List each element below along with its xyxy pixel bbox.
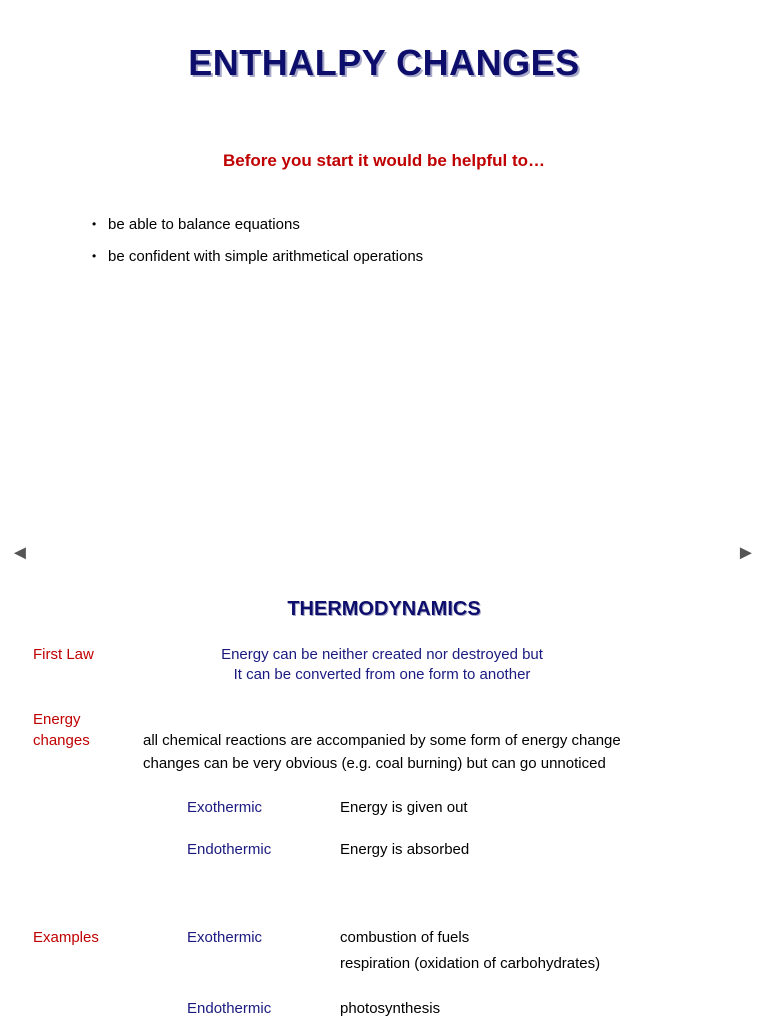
examples-exothermic-term: Exothermic bbox=[187, 929, 263, 946]
examples-label: Examples bbox=[33, 929, 99, 946]
energy-changes-label-1: Energy bbox=[33, 711, 81, 728]
exothermic-definition: Energy is given out bbox=[340, 799, 468, 816]
exothermic-example-1: combustion of fuels bbox=[340, 929, 470, 946]
endothermic-definition: Energy is absorbed bbox=[340, 841, 470, 858]
first-law-line-2: It can be converted from one form to another bbox=[233, 666, 531, 683]
first-law-line-1: Energy can be neither created nor destroyed but bbox=[221, 646, 543, 663]
endothermic-example-1: photosynthesis bbox=[340, 1000, 441, 1017]
next-slide-icon[interactable]: ► bbox=[736, 542, 756, 564]
energy-changes-label-2: changes bbox=[33, 732, 90, 749]
exothermic-example-2: respiration (oxidation of carbohydrates) bbox=[340, 955, 601, 972]
bullet-item bbox=[92, 216, 300, 233]
energy-changes-line-1: all chemical reactions are accompanied by some form of energy change bbox=[143, 732, 621, 749]
bullet-dot-icon: • bbox=[92, 249, 97, 263]
section-title: THERMODYNAMICS bbox=[287, 598, 481, 620]
previous-slide-icon[interactable]: ◄ bbox=[10, 542, 30, 564]
bullet-text: be able to balance equations bbox=[108, 216, 300, 233]
bullet-dot-icon: • bbox=[92, 217, 97, 231]
examples-endothermic-term: Endothermic bbox=[187, 1000, 272, 1017]
endothermic-term: Endothermic bbox=[187, 841, 272, 858]
bullet-text: be confident with simple arithmetical operations bbox=[108, 248, 424, 265]
slide-title: ENTHALPY CHANGES bbox=[188, 42, 580, 83]
slide-subtitle: Before you start it would be helpful to… bbox=[222, 151, 546, 170]
energy-changes-line-2: changes can be very obvious (e.g. coal burning) but can go unnoticed bbox=[143, 755, 606, 772]
first-law-label: First Law bbox=[33, 646, 94, 663]
bullet-item bbox=[92, 248, 423, 265]
exothermic-term: Exothermic bbox=[187, 799, 263, 816]
